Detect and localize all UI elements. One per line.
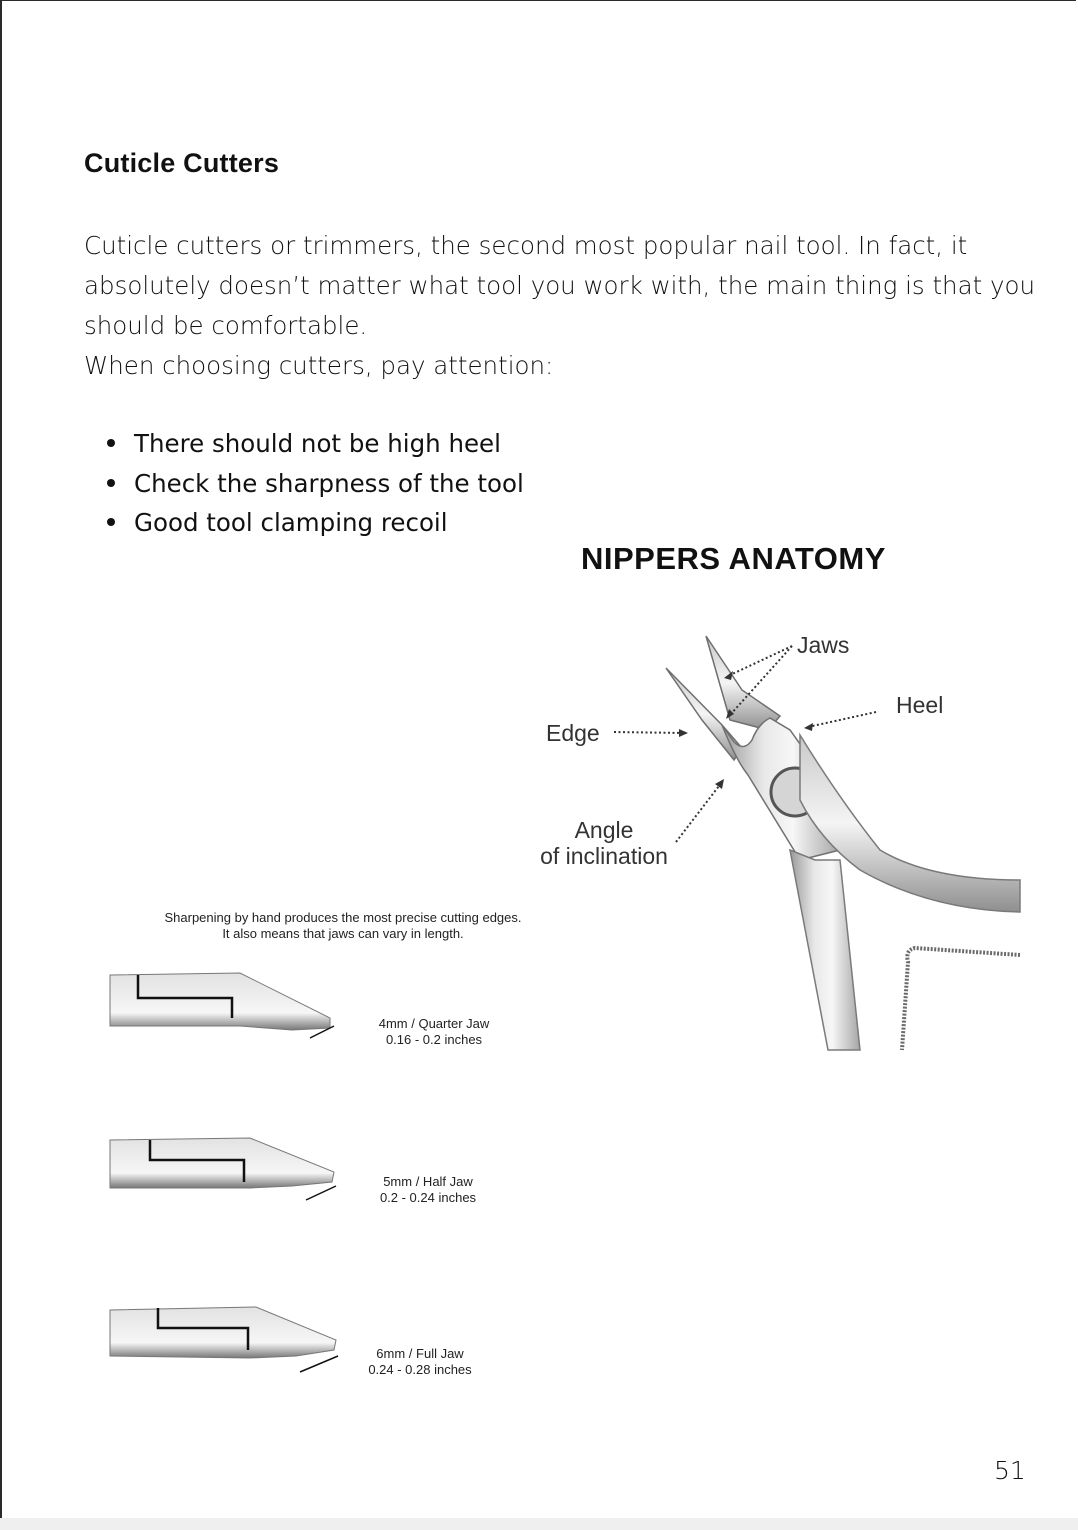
list-item: There should not be high heel — [104, 424, 524, 464]
quarter-jaw-caption: 4mm / Quarter Jaw 0.16 - 0.2 inches — [378, 1016, 490, 1047]
list-item: Good tool clamping recoil — [104, 503, 524, 543]
heel-label: Heel — [896, 692, 944, 718]
jaws-label: Jaws — [797, 632, 850, 658]
intro-paragraph: Cuticle cutters or trimmers, the second most popular nail tool. In fact, it absolutely doesn’t matter what tool you work with, the main thing is that you should be comfortable. — [84, 231, 1036, 340]
edge-label: Edge — [546, 720, 600, 746]
full-jaw-diagram — [110, 1307, 338, 1372]
angle-label-line2: of inclination — [540, 843, 668, 869]
section-title: Cuticle Cutters — [84, 148, 280, 178]
sharpening-caption: Sharpening by hand produces the most precise cutting edges. It also means that jaws can vary in length. — [164, 910, 522, 941]
quarter-jaw-diagram — [110, 973, 334, 1038]
full-jaw-caption: 6mm / Full Jaw 0.24 - 0.28 inches — [368, 1346, 472, 1377]
list-item: Check the sharpness of the tool — [104, 464, 524, 504]
figure-title: NIPPERS ANATOMY — [581, 541, 886, 576]
page-number: 51 — [994, 1456, 1026, 1485]
half-jaw-diagram — [110, 1138, 336, 1200]
half-jaw-caption: 5mm / Half Jaw 0.2 - 0.24 inches — [379, 1174, 477, 1205]
angle-label-line1: Angle — [574, 817, 634, 843]
attention-paragraph: When choosing cutters, pay attention: — [84, 351, 554, 380]
